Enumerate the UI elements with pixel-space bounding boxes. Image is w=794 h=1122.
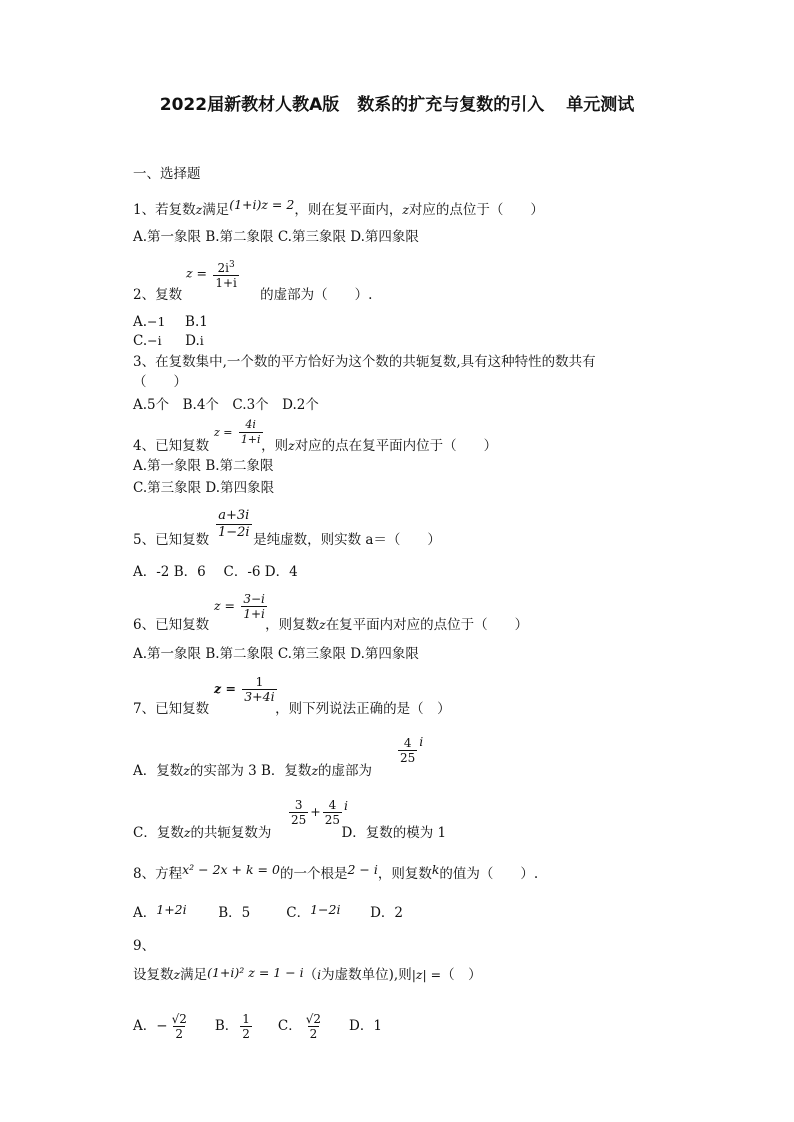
- question-2: 2、复数 的虚部为（ ）.: [133, 287, 373, 303]
- question-7-options-cd: C．复数z的共轭复数为 D．复数的模为 1: [133, 825, 447, 841]
- question-4-options-1: A.第一象限 B.第二象限: [133, 458, 274, 474]
- q5-fraction: $\frac{a+3i}{1-2i}$: [218, 508, 250, 540]
- q8-equation: x² − 2x + k = 0: [182, 862, 280, 877]
- title-part3: 单元测试: [566, 95, 635, 115]
- question-7: 7、已知复数 ，则下列说法正确的是（ ）: [133, 701, 451, 717]
- question-2-options-cd: C.−i D.i: [133, 333, 204, 349]
- section-heading: 一、选择题: [133, 166, 201, 182]
- page-title: [0, 90, 794, 115]
- q7-optb-fraction: $\frac{4}{25}$ i: [400, 734, 424, 765]
- question-7-options-ab: A．复数z的实部为 3 B．复数z的虚部为: [133, 763, 373, 779]
- question-9-number: 9、: [133, 938, 156, 954]
- q2-equation: z = $\frac{2i^3}{1+i}$: [186, 260, 237, 290]
- question-3-paren: （ ）: [133, 374, 187, 390]
- q6-equation: z = $\frac{3-i}{1+i}$: [214, 592, 265, 621]
- title-part1: 2022届新教材人教A版: [159, 95, 340, 115]
- q7-equation: z = $\frac{1}{3+4i}$: [214, 674, 275, 704]
- question-3-options: A.5个 B.4个 C.3个 D.2个: [133, 397, 319, 413]
- q1-equation: (1+i)z = 2: [229, 197, 295, 212]
- question-4: 4、已知复数 ，则z对应的点在复平面内位于（ ）: [133, 438, 498, 454]
- question-5: 5、已知复数 是纯虚数，则实数 a＝（ ）: [133, 532, 441, 548]
- question-5-options: A．-2 B．6 C．-6 D．4: [133, 564, 298, 580]
- question-1-options: A.第一象限 B.第二象限 C.第三象限 D.第四象限: [133, 229, 419, 245]
- question-9: 设复数z满足(1+i)² z = 1 − i（i为虚数单位),则|z| =（ ）: [133, 965, 482, 983]
- question-6-options: A.第一象限 B.第二象限 C.第三象限 D.第四象限: [133, 646, 419, 662]
- question-8-options: A．1+2i B．5 C．1−2i D．2: [133, 902, 404, 921]
- question-3: 3、在复数集中,一个数的平方恰好为这个数的共轭复数,具有这种特性的数共有: [133, 354, 596, 370]
- q9-equation: (1+i)² z = 1 − i: [207, 965, 304, 980]
- question-4-options-2: C.第三象限 D.第四象限: [133, 480, 275, 496]
- question-6: 6、已知复数 ，则复数z在复平面内对应的点位于（ ）: [133, 617, 529, 633]
- question-2-options-ab: A.−1 B.1: [133, 314, 208, 330]
- title-part2: 数系的扩充与复数的引入: [357, 95, 545, 115]
- q4-equation: z = $\frac{4i}{1+i}$: [214, 418, 261, 446]
- q7-optc-conjugate: $\frac{3}{25}$ + $\frac{4}{25}$ i: [291, 798, 349, 827]
- question-1: 1、若复数z满足(1+i)z = 2，则在复平面内，z对应的点位于（ ）: [133, 197, 544, 218]
- question-8: 8、方程x² − 2x + k = 0的一个根是2 − i，则复数k的值为（ ）.: [133, 862, 539, 882]
- question-9-options: A．− $\frac{√2}{2}$ B． $\frac{1}{2}$ C． $\frac{√2}{2}$ D．1: [133, 1012, 382, 1041]
